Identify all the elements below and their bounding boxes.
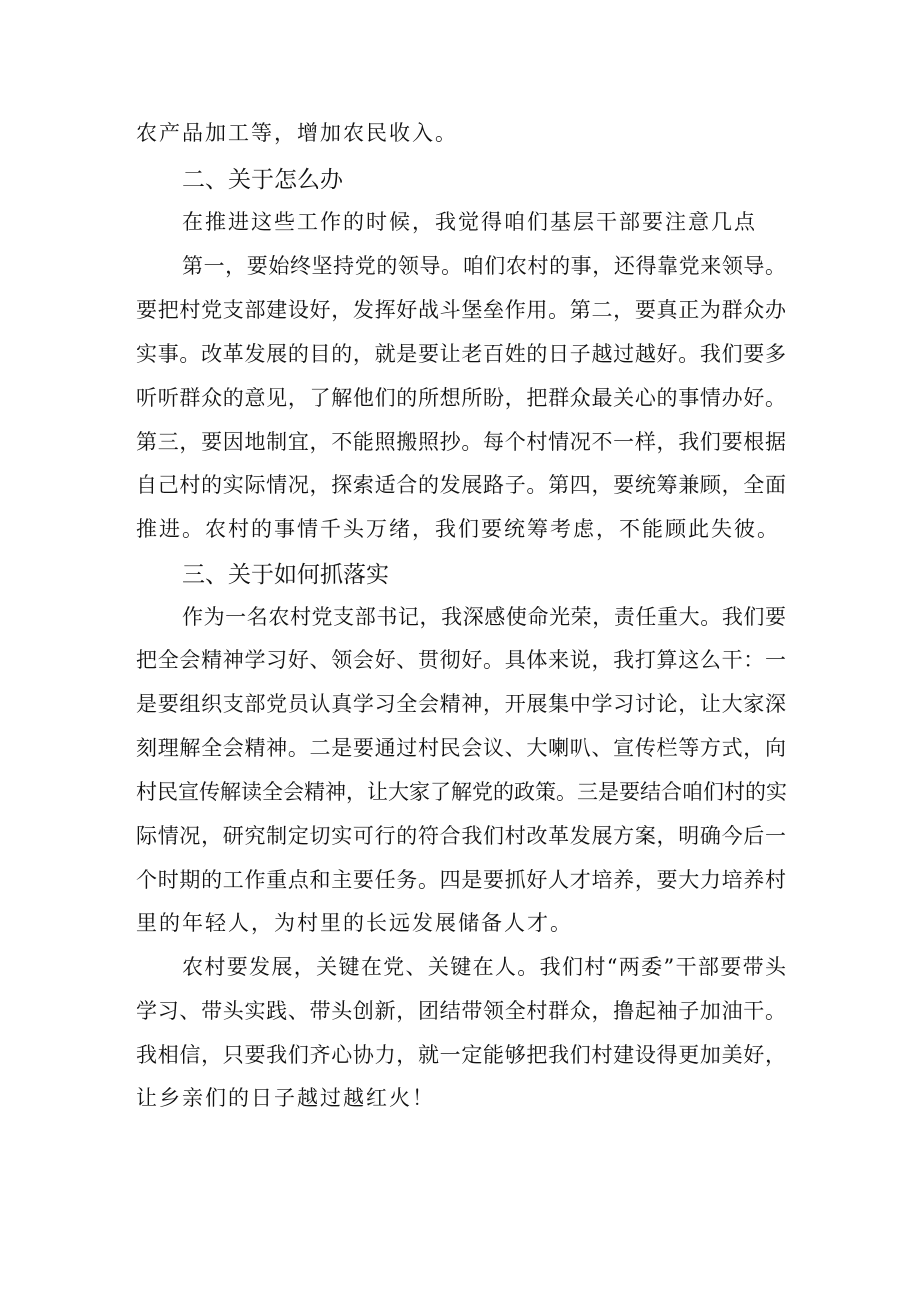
section-heading-2: 二、关于怎么办 [182,167,343,193]
paragraph-line: 是要组织支部党员认真学习全会精神，开展集中学习讨论，让大家深 [136,692,786,716]
paragraph-line: 把全会精神学习好、领会好、贯彻好。具体来说，我打算这么干：一 [136,648,786,672]
paragraph-line: 推进。农村的事情千头万绪，我们要统筹考虑，不能顾此失彼。 [136,517,780,541]
paragraph-line: 农产品加工等，增加农民收入。 [136,121,458,145]
paragraph-line: 际情况，研究制定切实可行的符合我们村改革发展方案，明确今后一 [136,824,786,848]
paragraph-line: 在推进这些工作的时候，我觉得咱们基层干部要注意几点 [182,210,757,234]
paragraph-line: 让乡亲们的日子越过越红火！ [136,1086,435,1110]
paragraph-line: 刻理解全会精神。二是要通过村民会议、大喇叭、宣传栏等方式，向 [136,736,786,760]
paragraph-line: 作为一名农村党支部书记，我深感使命光荣，责任重大。我们要 [182,605,786,629]
paragraph-line: 个时期的工作重点和主要任务。四是要抓好人才培养，要大力培养村 [136,868,786,892]
section-heading-3: 三、关于如何抓落实 [182,562,389,588]
paragraph-line: 村民宣传解读全会精神，让大家了解党的政策。三是要结合咱们村的实 [136,780,787,804]
paragraph-line: 实事。改革发展的目的，就是要让老百姓的日子越过越好。我们要多 [136,342,786,366]
paragraph-line: 听听群众的意见，了解他们的所想所盼，把群众最关心的事情办好。 [136,386,786,410]
paragraph-line: 里的年轻人，为村里的长远发展储备人才。 [136,911,573,935]
paragraph-line: 农村要发展，关键在党、关键在人。我们村“两委”干部要带头 [182,955,786,979]
paragraph-line: 第一，要始终坚持党的领导。咱们农村的事，还得靠党来领导。 [182,254,786,278]
paragraph-line: 自己村的实际情况，探索适合的发展路子。第四，要统筹兼顾，全面 [136,473,786,497]
paragraph-line: 学习、带头实践、带头创新，团结带领全村群众，撸起袖子加油干。 [136,999,786,1023]
paragraph-line: 要把村党支部建设好，发挥好战斗堡垒作用。第二，要真正为群众办 [136,298,786,322]
paragraph-line: 我相信，只要我们齐心协力，就一定能够把我们村建设得更加美好， [136,1043,786,1067]
paragraph-line: 第三，要因地制宜，不能照搬照抄。每个村情况不一样，我们要根据 [136,430,786,454]
